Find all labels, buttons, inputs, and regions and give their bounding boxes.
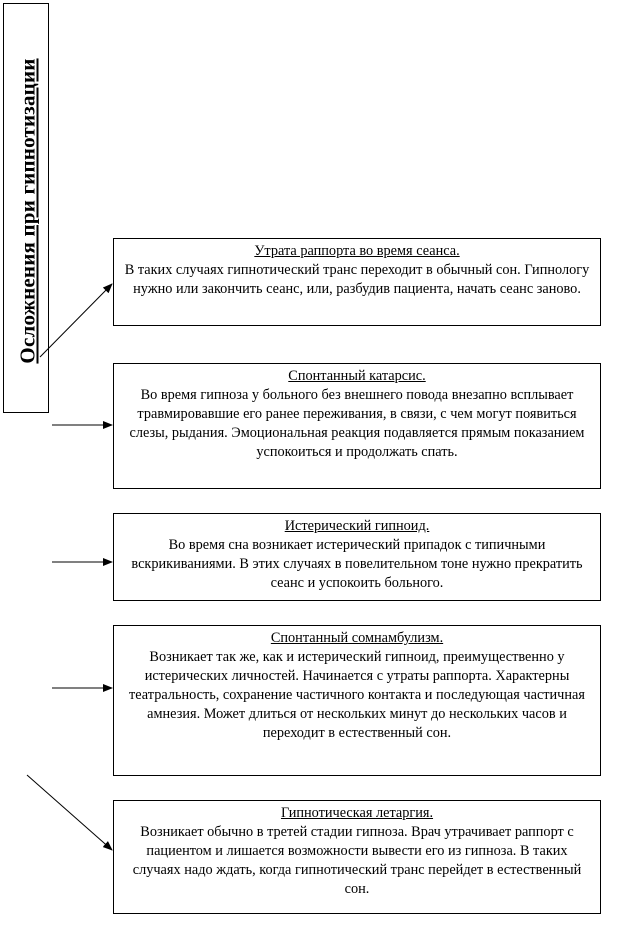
box-text: Во время сна возникает истерический припадок с типичными вскрикиваниями. В этих случаях в повелительном тоне нужно прекратить сеанс и успокоить больного. [131, 537, 583, 591]
box-heading: Спонтанный катарсис. [288, 368, 426, 384]
box-heading: Спонтанный сомнамбулизм. [270, 630, 444, 646]
box-heading: Утрата раппорта во время сеанса. [254, 243, 460, 259]
box-hypnotic-lethargy [113, 800, 601, 914]
box-text: В таких случаях гипнотический транс переходит в обычный сон. Гипнологу нужно или закончить сеанс, или, разбудив пациента, начать сеанс заново. [124, 262, 590, 297]
box-spontaneous-somnambulism [113, 625, 601, 776]
box-heading: Истерический гипноид. [284, 518, 430, 534]
arrow-to-rapport-loss [40, 284, 112, 357]
box-hysterical-hypnoid [113, 513, 601, 601]
box-rapport-loss [113, 238, 601, 326]
arrow-to-lethargy [27, 775, 112, 850]
box-text: Во время гипноза у больного без внешнего повода внезапно всплывает травмировавшие его ранее переживания, в связи, с чем могут появиться слезы, рыдания. Эмоциональная реакция подавляется прямым показанием успокоиться и продолжать спать. [129, 387, 585, 460]
box-text: Возникает обычно в третей стадии гипноза. Врач утрачивает раппорт с пациентом и лишается возможности вывести его из гипноза. В таких случаях надо ждать, когда гипнотический транс перейдет в естественный сон. [132, 824, 582, 897]
box-text: Возникает так же, как и истерический гипноид, преимущественно у истерических личностей. Начинается с утраты раппорта. Характерны театральность, сохранение частичного контакта и последующая частичная амнезия. Может длиться от нескольких минут до нескольких часов и переходит в естественный сон. [129, 649, 585, 741]
diagram-title: Осложнения при гипнотизации [15, 58, 40, 364]
box-heading: Гипнотическая летаргия. [280, 805, 434, 821]
box-spontaneous-catharsis [113, 363, 601, 489]
